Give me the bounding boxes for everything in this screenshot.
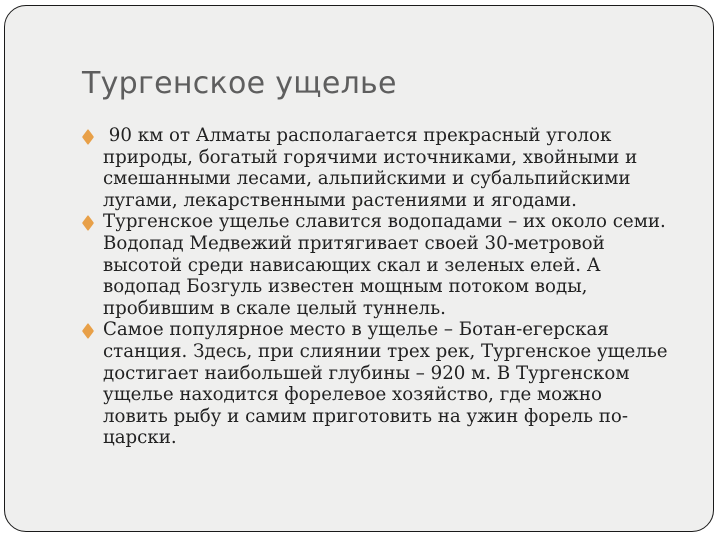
bullet-marker-icon [82,215,94,231]
bullet-line: Водопад Медвежий притягивает своей 30-метровой [103,232,605,254]
bullet-line: ловить рыбу и самим приготовить на ужин форель по- [103,405,629,427]
bullet-line: 90 км от Алматы располагается прекрасный уголок [103,125,612,146]
bullet-line: лугами, лекарственными растениями и ягодами. [103,189,577,211]
bullet-line: природы, богатый горячими источниками, хвойными и [103,146,638,168]
bullet-line: пробившим в скале целый туннель. [103,297,446,319]
bullet-line: смешанными лесами, альпийскими и субальпийскими [103,168,631,190]
bullet-line: водопад Бозгуль известен мощным потоком воды, [103,276,588,298]
bullet-line: царски. [103,427,177,449]
bullet-item-1 [83,125,693,211]
bullet-item-2 [83,211,693,319]
bullet-line: достигает наибольшей глубины – 920 м. В Тургенском [103,362,630,384]
bullet-list [83,125,693,449]
slide [4,5,714,532]
bullet-line: станция. Здесь, при слиянии трех рек, Тургенское ущелье [103,340,668,362]
bullet-text [103,211,693,319]
bullet-line: высотой среди нависающих скал и зеленых елей. А [103,254,601,276]
bullet-line: ущелье находится форелевое хозяйство, где можно [103,384,602,406]
bullet-marker-icon [82,323,94,339]
bullet-text [103,125,693,211]
bullet-marker-icon [82,129,94,145]
bullet-line: Самое популярное место в ущелье – Ботан-егерская [103,319,609,341]
slide-title: Тургенское ущелье [82,66,397,101]
bullet-line: Тургенское ущелье славится водопадами – их около семи. [103,211,666,233]
bullet-text [103,319,693,449]
bullet-item-3 [83,319,693,449]
